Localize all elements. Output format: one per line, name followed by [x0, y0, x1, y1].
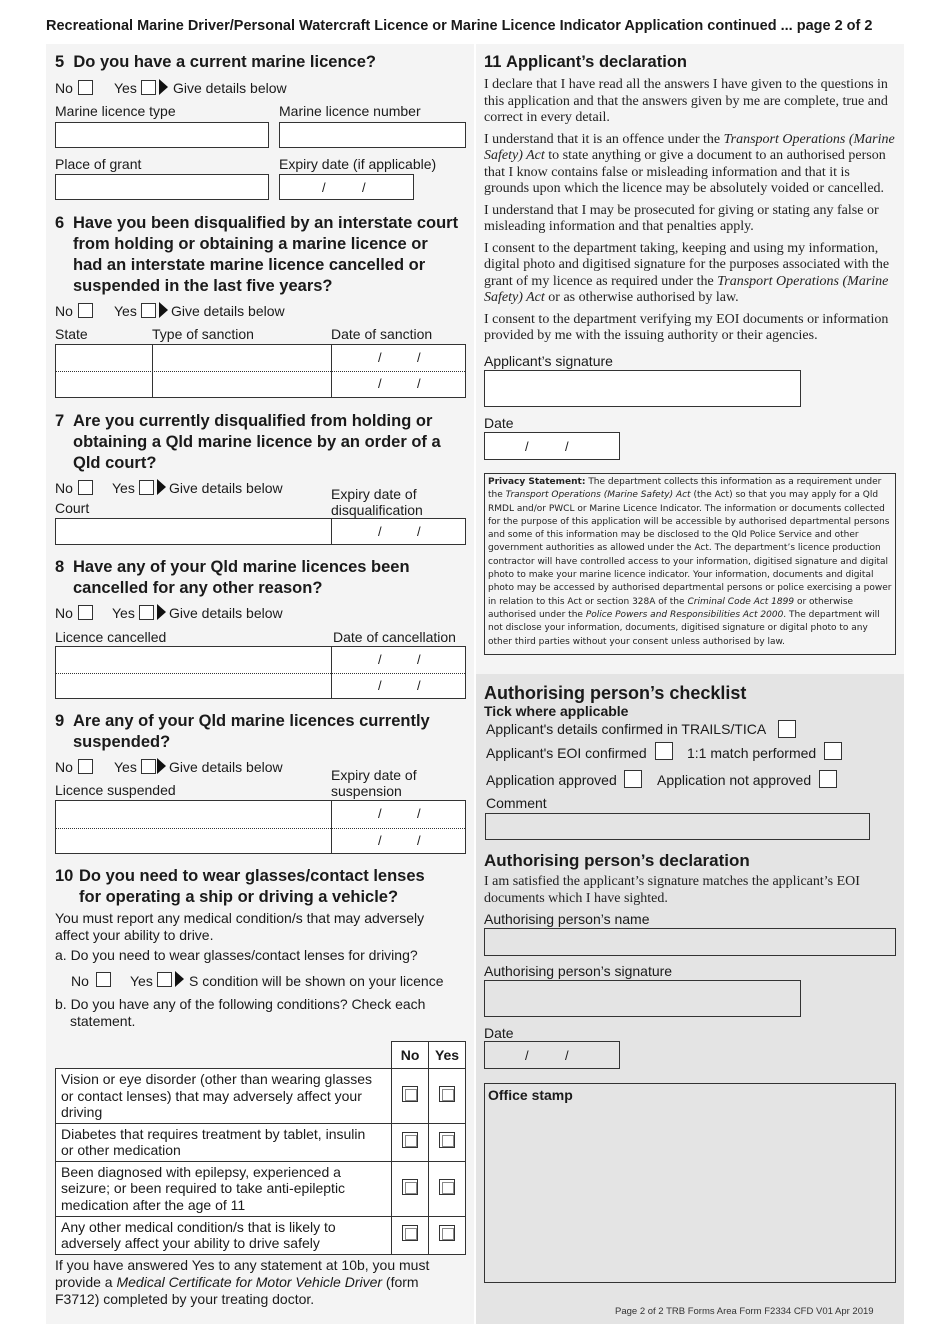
q10-b-text: b. Do you have any of the following conditions? Check each statement. [55, 996, 426, 1029]
arrow-right-icon [157, 758, 166, 774]
q5-title: 5 Do you have a current marine licence? [55, 53, 376, 71]
q7-expiry-label: Expiry date of disqualification [331, 486, 423, 518]
check-not-approved-checkbox[interactable] [819, 770, 837, 788]
arrow-right-icon [157, 479, 166, 495]
q9-yes-checkbox[interactable] [141, 759, 156, 774]
condition-row [56, 1216, 466, 1254]
q6-sanction-label: Type of sanction [152, 326, 254, 342]
comment-label: Comment [486, 795, 547, 811]
q10-s-condition: S condition will be shown on your licence [189, 973, 444, 989]
auth-declaration-title: Authorising person’s declaration [484, 851, 750, 870]
q9-no-checkbox[interactable] [78, 759, 93, 774]
check-eoi-checkbox[interactable] [655, 742, 673, 760]
q5-give-details: Give details below [173, 80, 287, 96]
auth-date-label: Date [484, 1025, 514, 1041]
applicant-signature-field[interactable] [484, 370, 801, 407]
condition-3-yes-checkbox[interactable] [439, 1179, 455, 1195]
comment-field[interactable] [485, 813, 870, 840]
q5-yes-label: Yes [114, 80, 137, 96]
q9-title: 9 Are any of your Qld marine licences currently suspended? [55, 712, 430, 751]
q8-yes-checkbox[interactable] [139, 605, 154, 620]
q6-sanction-table[interactable]: / / / / [55, 344, 466, 398]
arrow-right-icon [157, 604, 166, 620]
arrow-right-icon [159, 79, 168, 95]
q6-date-label: Date of sanction [331, 326, 433, 342]
office-stamp-box[interactable] [484, 1083, 896, 1283]
q5-expiry-field[interactable]: / / [279, 174, 414, 200]
q5-place-field[interactable] [55, 174, 269, 200]
condition-3-no-checkbox[interactable] [402, 1179, 418, 1195]
condition-1-yes-checkbox[interactable] [439, 1086, 455, 1102]
check-trails-label: Applicant's details confirmed in TRAILS/TICA [486, 721, 767, 737]
condition-text: Any other medical condition/s that is likely to adversely affect your ability to drive safely [56, 1216, 392, 1254]
q9-no-label: No [55, 759, 73, 775]
q7-court-table[interactable]: / / [55, 518, 466, 545]
q7-title: 7 Are you currently disqualified from holding or obtaining a Qld marine licence by an order of a Qld court? [55, 412, 441, 472]
q8-date-label: Date of cancellation [333, 629, 456, 645]
q7-no-checkbox[interactable] [78, 480, 93, 495]
q11-title: 11 Applicant’s declaration [484, 53, 687, 71]
col-no-header: No [392, 1042, 429, 1069]
check-trails-checkbox[interactable] [778, 720, 796, 738]
q8-cancel-table[interactable]: / / / / [55, 646, 466, 699]
q8-no-checkbox[interactable] [78, 605, 93, 620]
q10-yes-checkbox[interactable] [157, 972, 172, 987]
col-yes-header: Yes [429, 1042, 466, 1069]
q5-type-field[interactable] [55, 122, 269, 148]
condition-1-no-checkbox[interactable] [402, 1086, 418, 1102]
applicant-date-label: Date [484, 415, 514, 431]
q7-yes-checkbox[interactable] [139, 480, 154, 495]
condition-row [56, 1069, 466, 1124]
q10-intro: You must report any medical condition/s that may adversely affect your ability to drive. [55, 910, 425, 943]
q5-number-field[interactable] [279, 122, 466, 148]
auth-declaration-text: I am satisfied the applicant’s signature matches the applicant’s EOI documents which I have sighted. [484, 874, 860, 906]
applicant-date-field[interactable]: / / [484, 432, 620, 460]
applicant-signature-label: Applicant’s signature [484, 353, 613, 369]
condition-text: Vision or eye disorder (other than wearing glasses or contact lenses) that may adversely affect your driving [56, 1069, 392, 1124]
privacy-statement: Privacy Statement: The department collects this information as a requirement under the Transport Operations (Marine Safety) Act (the Act) so that you may apply for a Qld RMDL and/or PWCL or Marine Licence Indicator. The information or documents collected for the purpose of this application will be accessible by authorised departmental persons and some of this information may be disclosed to the Qld Police Service and other government authorities as allowed under the Act. The department’s licence production contractor will have controlled access to your information, digitised signature and digital photo to make your marine licence indicator. Your information, documents and digital photo may be accessed by authorised departmental persons or police exercising a power in relation to this Act or section 328A of the Criminal Code Act 1899 or otherwise authorised under the Police Powers and Responsibilities Act 2000. The department will not disclose your information, documents, digitised signature or digital photo to any other third parties without your consent unless authorised by law. [484, 473, 896, 655]
q6-state-label: State [55, 326, 88, 342]
q5-no-checkbox[interactable] [78, 80, 93, 95]
q8-yes-label: Yes [112, 605, 135, 621]
q10-yes-label: Yes [130, 973, 153, 989]
check-match-checkbox[interactable] [824, 742, 842, 760]
q10-no-checkbox[interactable] [96, 972, 111, 987]
declaration-text: I declare that I have read all the answers I have given to the questions in this application and that the answers given by me are complete, true and correct in every detail. I understand that it is an offence under the Transport Operations (Marine Safety) Act to state anything or give a document to an authorised person that I know contains false or misleading information and that it is grounds upon which the licence may be absolutely voided or cancelled. I understand that I may be prosecuted for giving or stating any false or misleading information and that penalties apply. I consent to the department taking, keeping and using my information, digital photo and digitised signature for the purposes associated with the grant of my licence as required under the Transport Operations (Marine Safety) Act or as otherwise authorised by law. I consent to the department verifying my EOI documents or information provided by me with the issuing authority or their agencies. [484, 77, 895, 343]
condition-row [56, 1161, 466, 1216]
check-eoi-label: Applicant's EOI confirmed [486, 745, 647, 761]
q7-give-details: Give details below [169, 480, 283, 496]
q10-no-label: No [71, 973, 89, 989]
q5-place-label: Place of grant [55, 156, 142, 172]
condition-row [56, 1123, 466, 1161]
q7-yes-label: Yes [112, 480, 135, 496]
checklist-title: Authorising person’s checklist [484, 683, 747, 703]
q7-court-label: Court [55, 500, 90, 516]
condition-text: Diabetes that requires treatment by tablet, insulin or other medication [56, 1123, 392, 1161]
condition-2-no-checkbox[interactable] [402, 1132, 418, 1148]
q5-yes-checkbox[interactable] [141, 80, 156, 95]
auth-date-field[interactable]: / / [484, 1041, 620, 1069]
q9-suspend-table[interactable]: / / / / [55, 800, 466, 854]
q5-expiry-label: Expiry date (if applicable) [279, 156, 437, 172]
q9-yes-label: Yes [114, 759, 137, 775]
condition-4-no-checkbox[interactable] [402, 1225, 418, 1241]
q6-give-details: Give details below [171, 303, 285, 319]
condition-2-yes-checkbox[interactable] [439, 1132, 455, 1148]
page-footer: Page 2 of 2 TRB Forms Area Form F2334 CFD V01 Apr 2019 [615, 1306, 874, 1317]
q10-title: 10 Do you need to wear glasses/contact lenses for operating a ship or driving a vehicle? [55, 867, 425, 906]
q5-number-label: Marine licence number [279, 103, 421, 119]
q6-yes-checkbox[interactable] [141, 303, 156, 318]
q6-yes-label: Yes [114, 303, 137, 319]
q9-licence-label: Licence suspended [55, 782, 176, 798]
arrow-right-icon [175, 971, 184, 987]
arrow-right-icon [159, 302, 168, 318]
q10-note: If you have answered Yes to any statement at 10b, you must provide a Medical Certificate for Motor Vehicle Driver (form F3712) completed by your treating doctor. [55, 1257, 430, 1307]
q10-a-text: a. Do you need to wear glasses/contact lenses for driving? [55, 947, 418, 963]
q5-no-label: No [55, 80, 73, 96]
q8-licence-label: Licence cancelled [55, 629, 167, 645]
office-stamp-label: Office stamp [488, 1087, 573, 1103]
q9-give-details: Give details below [169, 759, 283, 775]
q5-type-label: Marine licence type [55, 103, 176, 119]
q9-expiry-label: Expiry date of suspension [331, 767, 417, 799]
check-match-label: 1:1 match performed [687, 745, 817, 761]
q8-no-label: No [55, 605, 73, 621]
auth-name-label: Authorising person’s name [484, 911, 650, 927]
condition-text: Been diagnosed with epilepsy, experienced a seizure; or been required to take anti-epileptic medication after the age of 11 [56, 1161, 392, 1216]
q7-no-label: No [55, 480, 73, 496]
auth-signature-field[interactable] [484, 980, 801, 1017]
checklist-subtitle: Tick where applicable [484, 703, 629, 719]
medical-conditions-table [55, 1041, 466, 1255]
q6-no-label: No [55, 303, 73, 319]
condition-4-yes-checkbox[interactable] [439, 1225, 455, 1241]
page-title: Recreational Marine Driver/Personal Watercraft Licence or Marine Licence Indicator Application continued ... page 2 of 2 [46, 18, 873, 34]
q6-title: 6 Have you been disqualified by an interstate court from holding or obtaining a marine licence or had an interstate marine licence cancelled or suspended in the last five years? [55, 214, 459, 295]
check-approved-checkbox[interactable] [624, 770, 642, 788]
auth-name-field[interactable] [484, 928, 896, 956]
q8-title: 8 Have any of your Qld marine licences been cancelled for any other reason? [55, 558, 410, 597]
q6-no-checkbox[interactable] [78, 303, 93, 318]
check-not-approved-label: Application not approved [657, 772, 812, 788]
q8-give-details: Give details below [169, 605, 283, 621]
auth-signature-label: Authorising person’s signature [484, 963, 673, 979]
check-approved-label: Application approved [486, 772, 617, 788]
